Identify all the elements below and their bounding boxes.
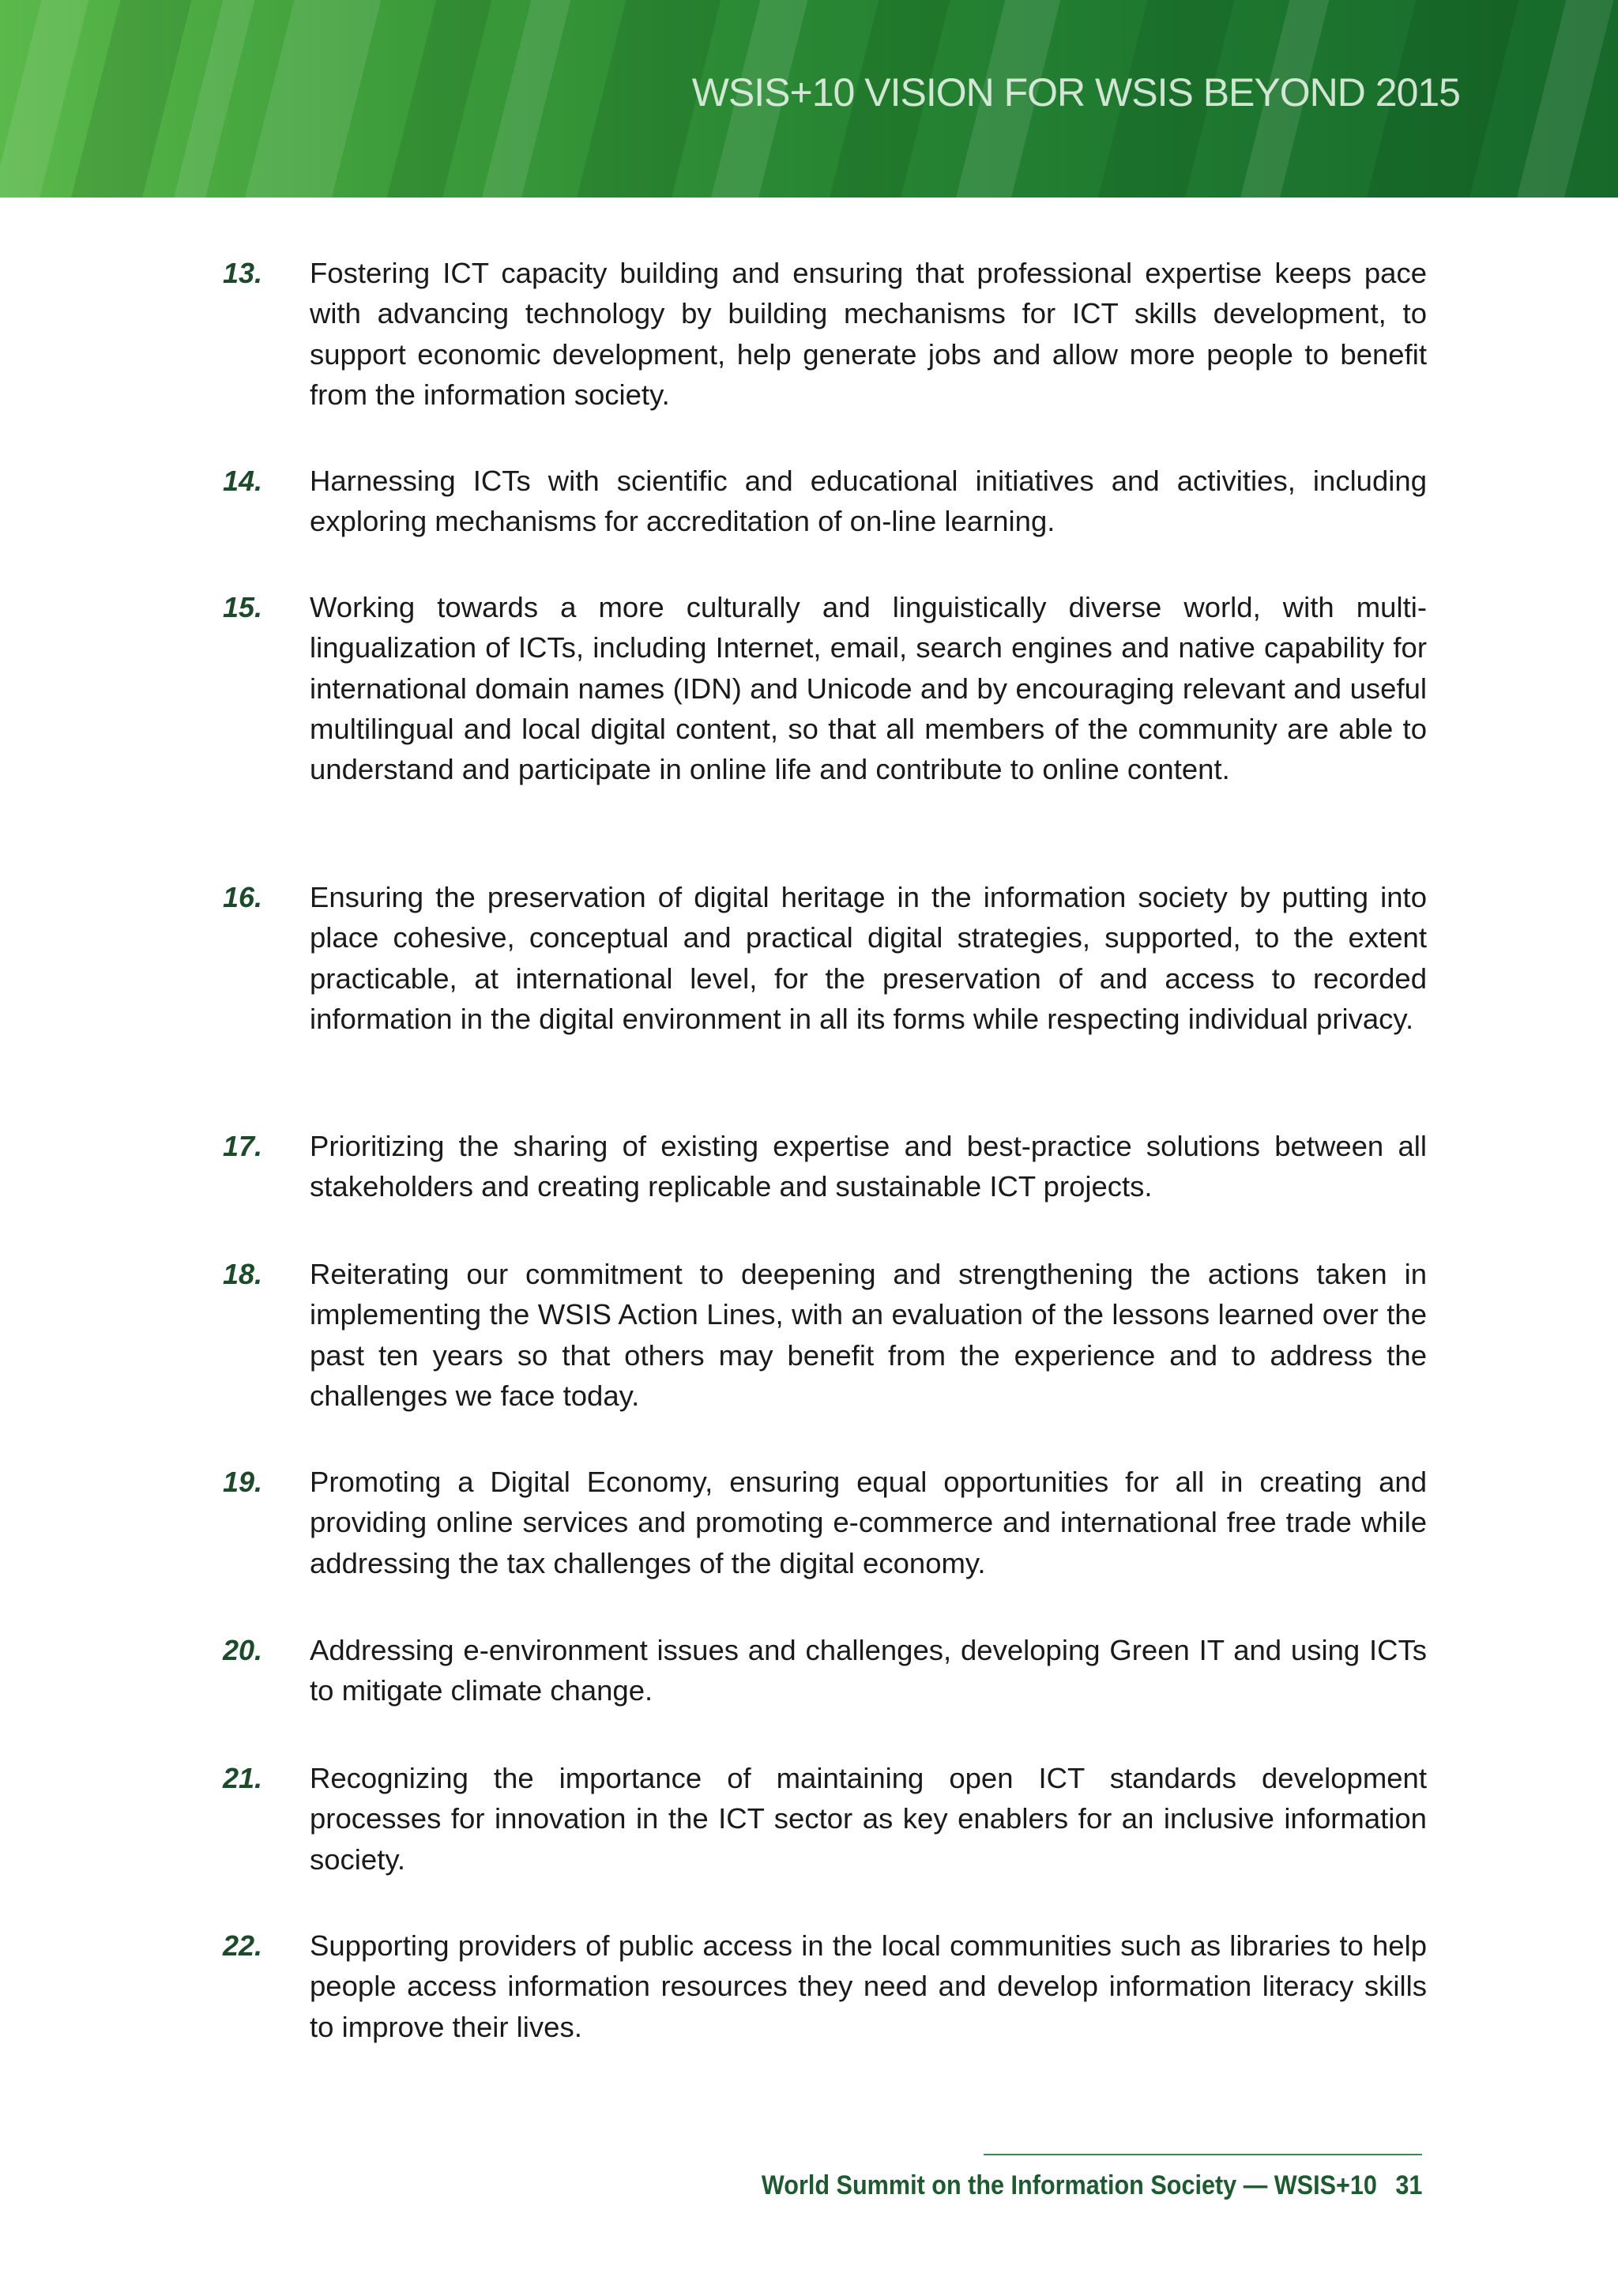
footer (762, 2168, 1422, 2203)
item-text: Recognizing the importance of maintaining open ICT standards development processes for innovation in the ICT sector as key enablers for an inclusive information society. (310, 1762, 1427, 1876)
item-number: 16. (223, 881, 263, 913)
item-text: Working towards a more culturally and linguistically diverse world, with multi-lingualization of ICTs, including Internet, email, search engines and native capability for international domain names (IDN) and Unicode and by encouraging relevant and useful multilingual and local digital content, so that all members of the community are able to understand and participate in online life and contribute to online content. (310, 591, 1427, 786)
item-text: Promoting a Digital Economy, ensuring equal opportunities for all in creating and providing online services and promoting e-commerce and international free trade while addressing the tax challenges of the digital economy. (310, 1466, 1427, 1579)
item-number: 21. (223, 1762, 263, 1794)
footer-title: World Summit on the Information Society — WSIS+10 (761, 2170, 1377, 2200)
item-number: 15. (223, 591, 263, 623)
page-number: 31 (1394, 2170, 1422, 2200)
item-number: 20. (223, 1634, 263, 1666)
item-text: Harnessing ICTs with scientific and educational initiatives and activities, including exploring mechanisms for accreditation of on-line learning. (310, 465, 1427, 538)
header-title: WSIS+10 VISION FOR WSIS BEYOND 2015 (691, 70, 1460, 115)
item-text: Supporting providers of public access in the local communities such as libraries to help people access information resources they need and develop information literacy skills to improve their lives. (310, 1929, 1427, 2043)
item-text: Addressing e-environment issues and challenges, developing Green IT and using ICTs to mitigate climate change. (310, 1634, 1427, 1707)
item-number: 19. (223, 1466, 263, 1498)
item-number: 18. (223, 1258, 263, 1290)
item-number: 13. (223, 257, 263, 289)
item-text: Prioritizing the sharing of existing expertise and best-practice solutions between all stakeholders and creating replicable and sustainable ICT projects. (310, 1130, 1427, 1203)
item-text: Ensuring the preservation of digital heritage in the information society by putting into place cohesive, conceptual and practical digital strategies, supported, to the extent practicable, at international level, for the preservation of and access to recorded information in the digital environment in all its forms while respecting individual privacy. (310, 881, 1427, 1035)
item-text: Fostering ICT capacity building and ensuring that professional expertise keeps pace with advancing technology by building mechanisms for ICT skills development, to support economic development, help generate jobs and allow more people to benefit from the information society. (310, 257, 1427, 411)
item-number: 14. (223, 465, 263, 497)
item-number: 17. (223, 1130, 263, 1162)
footer-divider (984, 2154, 1422, 2155)
item-text: Reiterating our commitment to deepening and strengthening the actions taken in implementing the WSIS Action Lines, with an evaluation of the lessons learned over the past ten years so that others may benefit from the experience and to address the challenges we face today. (310, 1258, 1427, 1412)
item-number: 22. (223, 1929, 263, 1962)
